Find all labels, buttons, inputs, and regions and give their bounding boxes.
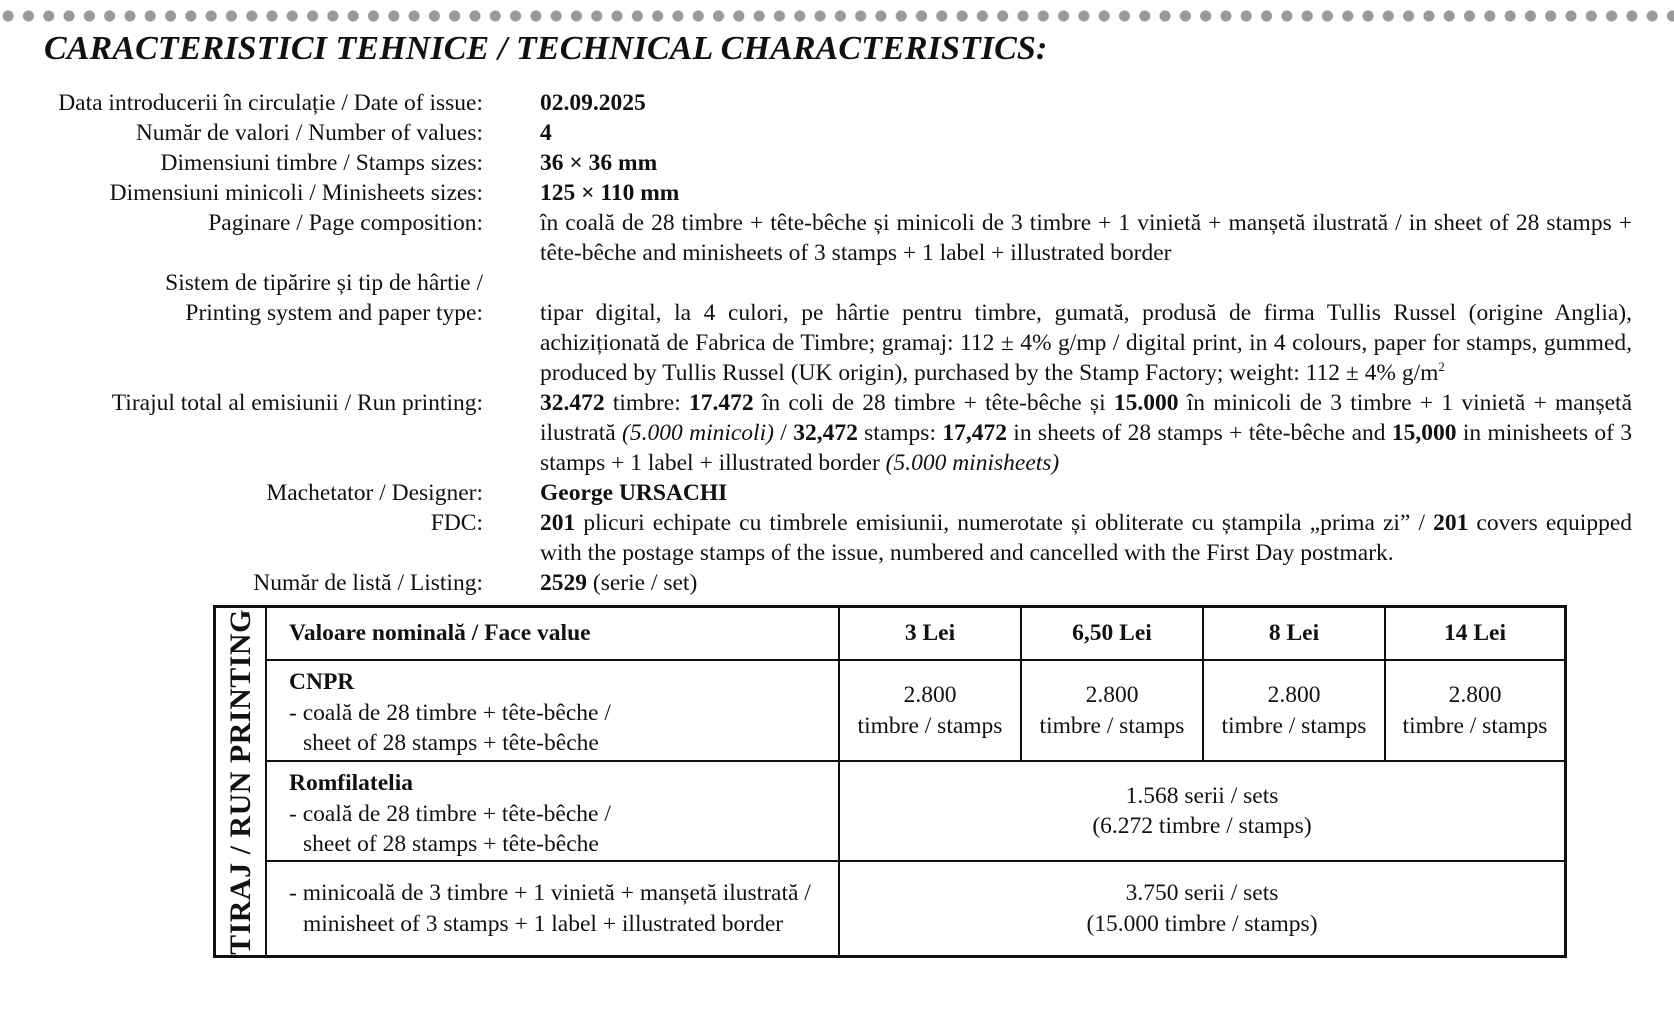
spec-value: 02.09.2025 [540, 90, 646, 116]
spec-label: Tirajul total al emisiunii / Run printing: [111, 390, 483, 416]
spec-row-fdc [0, 508, 1674, 568]
cnpr-qty-cell: 2.800 timbre / stamps [1204, 661, 1386, 762]
spec-value: 36 × 36 mm [540, 150, 658, 176]
face-value-cell: 14 Lei [1386, 608, 1564, 661]
face-value-cell: 3 Lei [840, 608, 1022, 661]
spec-row-run [0, 388, 1674, 478]
spec-row-designer [0, 478, 1674, 508]
spec-value: 2529 (serie / set) [540, 570, 698, 596]
spec-row-print-label [0, 268, 1674, 298]
spec-label: Dimensiuni timbre / Stamps sizes: [160, 150, 483, 176]
spec-label: Printing system and paper type: [185, 300, 483, 326]
spec-label: Paginare / Page composition: [208, 210, 483, 236]
spec-value: 32.472 timbre: 17.472 în coli de 28 timbre + tête-bêche și 15.000 în minicoli de 3 timbre + 1 vinietă + manșetă ilustrată (5.000 minicoli) / 32,472 stamps: 17,472 in sheets of 28 stamps + tête-bêche and 15,000 in minisheets of 3 stamps + 1 label + illustrated border (5.000 minisheets) [540, 390, 1633, 476]
spec-label: Machetator / Designer: [266, 480, 483, 506]
face-value-header: Valoare nominală / Face value [267, 608, 840, 661]
spec-row-page [0, 208, 1674, 268]
spec-label: FDC: [430, 510, 483, 536]
spec-row-date [0, 88, 1674, 118]
page-title: CARACTERISTICI TEHNICE / TECHNICAL CHARACTERISTICS: [44, 30, 1048, 67]
spec-row-stamp-size [0, 148, 1674, 178]
minisheet-qty-cell: 3.750 serii / sets (15.000 timbre / stamps) [1086, 880, 1318, 937]
spec-value: tipar digital, la 4 culori, pe hârtie pentru timbre, gumată, produsă de firma Tullis Russel (origine Anglia), achiziționată de Fabrica de Timbre; gramaj: 112 ± 4% g/mp / digital print, in 4 colours, paper for stamps, gummed, produced by Tullis Russel (UK origin), purchased by the Stamp Factory; weight: 112 ± 4% $g/m^2$ [540, 300, 1632, 386]
face-value-cell: 6,50 Lei [1022, 608, 1204, 661]
minisheet-description: - minicoală de 3 timbre + 1 vinietă + manșetă ilustrată / minisheet of 3 stamps + 1 label + illustrated border [267, 862, 840, 955]
spec-row-minisheet-size [0, 178, 1674, 208]
spec-row-values [0, 118, 1674, 148]
spec-value: în coală de 28 timbre + tête-bêche și minicoli de 3 timbre + 1 vinietă + manșetă ilustrată / in sheet of 28 stamps + tête-bêche and minisheets of 3 stamps + 1 label + illustrated border [540, 210, 1632, 266]
face-value-cell: 8 Lei [1204, 608, 1386, 661]
cnpr-description: CNPR - coală de 28 timbre + tête-bêche / sheet of 28 stamps + tête-bêche [267, 661, 840, 762]
cnpr-qty-cell: 2.800 timbre / stamps [1386, 661, 1564, 762]
romfilatelia-qty-cell: 1.568 serii / sets (6.272 timbre / stamps) [840, 762, 1564, 862]
romfilatelia-description: Romfilatelia - coală de 28 timbre + tête-bêche / sheet of 28 stamps + tête-bêche [267, 762, 840, 862]
spec-value: George URSACHI [540, 480, 728, 506]
run-printing-table [213, 605, 1567, 958]
spec-label: Data introducerii în circulație / Date of issue: [58, 90, 483, 116]
spec-row-print [0, 298, 1674, 388]
spec-label: Dimensiuni minicoli / Minisheets sizes: [109, 180, 483, 206]
spec-row-listing [0, 568, 1674, 598]
specs-list [0, 88, 1674, 598]
spec-value: 4 [540, 120, 552, 146]
spec-label: Sistem de tipărire și tip de hârtie / [165, 270, 483, 296]
spec-label: Număr de listă / Listing: [253, 570, 483, 596]
spec-label: Număr de valori / Number of values: [135, 120, 483, 146]
spec-value: 201 plicuri echipate cu timbrele emisiunii, numerotate și obliterate cu ștampila „prima zi” / 201 covers equipped with the postage stamps of the issue, numbered and cancelled with the First Day postmark. [540, 510, 1633, 566]
dotted-border [0, 8, 1674, 24]
table-side-label: TIRAJ / RUN PRINTING [216, 608, 267, 955]
cnpr-qty-cell: 2.800 timbre / stamps [1022, 661, 1204, 762]
cnpr-qty-cell: 2.800 timbre / stamps [840, 661, 1022, 762]
spec-value: 125 × 110 mm [540, 180, 680, 206]
